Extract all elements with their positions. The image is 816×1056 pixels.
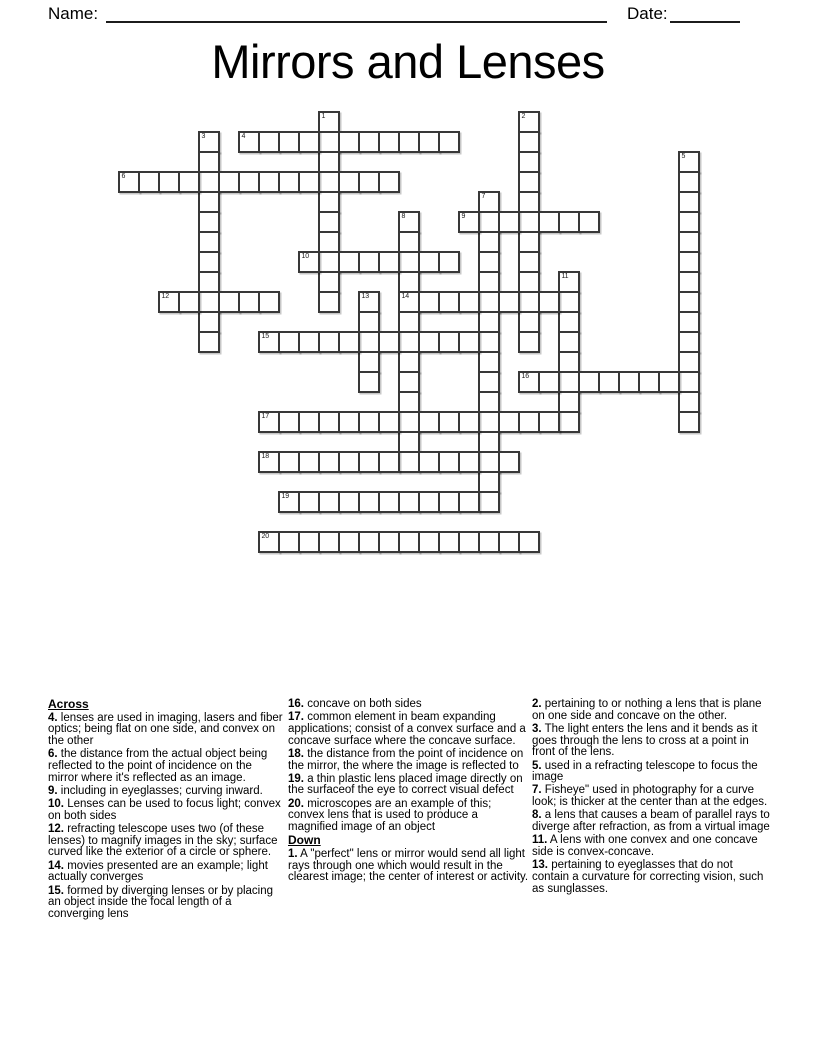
clue-item: 6. the distance from the actual object being reflected to the point of incidence on the mirror where it's reflected as an image. — [48, 748, 268, 784]
grid-cell[interactable] — [398, 251, 420, 273]
clue-number: 20. — [288, 797, 304, 810]
clue-item: 5. used in a refracting telescope to focus the image — [532, 759, 758, 784]
clue-number: 15. — [48, 884, 64, 897]
grid-cell[interactable] — [258, 411, 280, 433]
across-heading: Across — [48, 697, 89, 711]
clue-item: 3. The light enters the lens and it bends as it goes through the lens to cross at a point in front of the lens. — [532, 722, 758, 759]
grid-cell-number: 20 — [261, 533, 269, 540]
grid-cell[interactable] — [458, 411, 480, 433]
grid-cell[interactable] — [258, 531, 280, 553]
grid-cell[interactable] — [318, 171, 340, 193]
grid-cell[interactable] — [278, 331, 300, 353]
grid-cell[interactable] — [438, 531, 460, 553]
grid-cell-number: 9 — [461, 213, 466, 220]
grid-cell[interactable] — [358, 251, 380, 273]
date-label: Date: — [627, 4, 668, 23]
grid-cell[interactable] — [678, 231, 700, 253]
grid-cell[interactable] — [378, 491, 400, 513]
grid-cell[interactable] — [678, 211, 700, 233]
grid-cell[interactable] — [678, 331, 700, 353]
grid-cell[interactable] — [318, 491, 340, 513]
grid-cell[interactable] — [478, 191, 500, 213]
grid-cell-number: 1 — [321, 113, 326, 120]
grid-cell[interactable] — [358, 351, 380, 373]
grid-cell[interactable] — [418, 411, 440, 433]
grid-cell-number: 12 — [161, 293, 169, 300]
grid-cell[interactable] — [358, 131, 380, 153]
grid-cell[interactable] — [518, 271, 540, 293]
grid-cell[interactable] — [338, 411, 360, 433]
grid-cell[interactable] — [278, 171, 300, 193]
clue-number: 16. — [288, 698, 304, 710]
grid-cell[interactable] — [478, 291, 500, 313]
grid-cell[interactable] — [478, 251, 500, 273]
clue-number: 19. — [288, 772, 304, 785]
grid-cell[interactable] — [538, 211, 560, 233]
grid-cell[interactable] — [178, 171, 200, 193]
grid-cell[interactable] — [298, 171, 320, 193]
grid-cell[interactable] — [338, 171, 360, 193]
grid-cell-number: 3 — [201, 133, 206, 140]
grid-cell[interactable] — [398, 491, 420, 513]
grid-cell[interactable] — [558, 411, 580, 433]
grid-cell[interactable] — [318, 451, 340, 473]
grid-cell[interactable] — [418, 531, 440, 553]
grid-cell[interactable] — [318, 531, 340, 553]
grid-cell-number: 4 — [241, 133, 246, 140]
grid-cell-number: 18 — [261, 453, 269, 460]
grid-cell[interactable] — [478, 371, 500, 393]
grid-cell[interactable] — [518, 151, 540, 173]
grid-cell[interactable] — [378, 331, 400, 353]
clue-item: 11. A lens with one convex and one concave side is convex-concave. — [532, 834, 758, 858]
grid-cell[interactable] — [198, 311, 220, 333]
grid-cell[interactable] — [198, 291, 220, 313]
grid-cell[interactable] — [358, 531, 380, 553]
clue-number: 11. — [532, 834, 548, 847]
grid-cell[interactable] — [518, 111, 540, 133]
grid-cell[interactable] — [338, 451, 360, 473]
grid-cell[interactable] — [678, 311, 700, 333]
grid-cell[interactable] — [518, 171, 540, 193]
grid-cell[interactable] — [318, 151, 340, 173]
grid-cell[interactable] — [398, 291, 420, 313]
clue-number: 3. — [532, 722, 542, 735]
grid-cell[interactable] — [318, 111, 340, 133]
grid-cell[interactable] — [358, 331, 380, 353]
grid-cell[interactable] — [238, 171, 260, 193]
grid-cell[interactable] — [438, 291, 460, 313]
grid-cell-number: 6 — [121, 173, 126, 180]
clue-number: 18. — [288, 747, 304, 760]
grid-cell[interactable] — [378, 131, 400, 153]
grid-cell[interactable] — [398, 411, 420, 433]
grid-cell[interactable] — [498, 291, 520, 313]
grid-cell[interactable] — [398, 451, 420, 473]
clue-item: 16. concave on both sides — [288, 698, 422, 710]
grid-cell[interactable] — [398, 231, 420, 253]
grid-cell[interactable] — [458, 291, 480, 313]
clue-item: 17. common element in beam expanding applications; consist of a convex surface and a concave surface where the concave surface. — [288, 711, 526, 747]
grid-cell[interactable] — [298, 251, 320, 273]
clue-item: 10. Lenses can be used to focus light; convex on both sides — [48, 798, 281, 822]
grid-cell-number: 16 — [521, 373, 529, 380]
clue-number: 2. — [532, 698, 542, 710]
grid-cell[interactable] — [358, 451, 380, 473]
grid-cell[interactable] — [238, 131, 260, 153]
grid-cell[interactable] — [598, 371, 620, 393]
grid-cell[interactable] — [518, 311, 540, 333]
grid-cell[interactable] — [558, 391, 580, 413]
grid-cell[interactable] — [318, 131, 340, 153]
grid-cell-number: 17 — [261, 413, 269, 420]
grid-cell[interactable] — [518, 251, 540, 273]
grid-cell[interactable] — [478, 331, 500, 353]
grid-cell[interactable] — [678, 191, 700, 213]
grid-cell[interactable] — [318, 271, 340, 293]
grid-cell[interactable] — [258, 451, 280, 473]
grid-cell[interactable] — [678, 291, 700, 313]
clue-item: 14. movies presented are an example; light actually converges — [48, 859, 268, 884]
clue-column — [48, 699, 285, 922]
grid-cell-number: 7 — [481, 193, 486, 200]
grid-cell[interactable] — [418, 291, 440, 313]
grid-cell[interactable] — [518, 191, 540, 213]
grid-cell[interactable] — [518, 371, 540, 393]
clue-number: 14. — [48, 859, 64, 872]
grid-cell[interactable] — [398, 271, 420, 293]
grid-cell[interactable] — [458, 211, 480, 233]
clue-item: 8. a lens that causes a beam of parallel rays to diverge after refraction, as from a virtual image — [532, 809, 770, 834]
grid-cell[interactable] — [498, 211, 520, 233]
grid-cell[interactable] — [418, 131, 440, 153]
grid-cell[interactable] — [478, 471, 500, 493]
grid-cell[interactable] — [158, 291, 180, 313]
grid-cell[interactable] — [398, 371, 420, 393]
grid-cell[interactable] — [558, 311, 580, 333]
date-blank-line[interactable] — [670, 2, 740, 23]
grid-cell[interactable] — [338, 531, 360, 553]
grid-cell[interactable] — [558, 211, 580, 233]
grid-cell[interactable] — [438, 331, 460, 353]
grid-cell[interactable] — [358, 411, 380, 433]
grid-cell[interactable] — [518, 531, 540, 553]
grid-cell[interactable] — [318, 411, 340, 433]
grid-cell[interactable] — [298, 531, 320, 553]
grid-cell[interactable] — [458, 491, 480, 513]
grid-cell[interactable] — [198, 171, 220, 193]
clue-item: 20. microscopes are an example of this; convex lens that is used to produce a magnified image of an object — [288, 797, 492, 834]
grid-cell[interactable] — [318, 191, 340, 213]
clue-number: 12. — [48, 823, 64, 836]
grid-cell-number: 8 — [401, 213, 406, 220]
grid-cell[interactable] — [578, 371, 600, 393]
grid-cell[interactable] — [398, 331, 420, 353]
grid-cell[interactable] — [318, 251, 340, 273]
grid-cell[interactable] — [518, 411, 540, 433]
grid-cell[interactable] — [118, 171, 140, 193]
grid-cell[interactable] — [678, 351, 700, 373]
clue-item: 1. A "perfect" lens or mirror would send all light rays through one which would result in the clearest image; the center of interest or activity. — [288, 847, 529, 884]
grid-cell[interactable] — [678, 251, 700, 273]
grid-cell[interactable] — [358, 291, 380, 313]
grid-cell[interactable] — [418, 491, 440, 513]
grid-cell[interactable] — [478, 211, 500, 233]
grid-cell[interactable] — [538, 291, 560, 313]
clue-number: 10. — [48, 798, 64, 811]
grid-cell-number: 14 — [401, 293, 409, 300]
clue-number: 4. — [48, 711, 58, 724]
grid-cell[interactable] — [298, 491, 320, 513]
grid-cell[interactable] — [258, 291, 280, 313]
grid-cell-number: 13 — [361, 293, 369, 300]
grid-cell[interactable] — [658, 371, 680, 393]
grid-cell[interactable] — [478, 411, 500, 433]
grid-cell[interactable] — [438, 251, 460, 273]
grid-cell[interactable] — [378, 171, 400, 193]
grid-cell[interactable] — [458, 531, 480, 553]
grid-cell[interactable] — [378, 411, 400, 433]
clue-item: 15. formed by diverging lenses or by placing an object inside the focal length of a converging lens — [48, 884, 274, 920]
grid-cell[interactable] — [358, 491, 380, 513]
grid-cell[interactable] — [558, 371, 580, 393]
grid-cell[interactable] — [258, 131, 280, 153]
grid-cell[interactable] — [558, 291, 580, 313]
grid-cell[interactable] — [458, 451, 480, 473]
grid-cell[interactable] — [258, 171, 280, 193]
grid-cell[interactable] — [338, 251, 360, 273]
grid-cell[interactable] — [278, 411, 300, 433]
clue-number: 6. — [48, 748, 58, 761]
grid-cell[interactable] — [358, 171, 380, 193]
grid-cell[interactable] — [518, 291, 540, 313]
grid-cell[interactable] — [198, 271, 220, 293]
grid-cell[interactable] — [678, 371, 700, 393]
clue-number: 8. — [532, 809, 542, 822]
grid-cell[interactable] — [678, 151, 700, 173]
grid-cell[interactable] — [298, 331, 320, 353]
grid-cell[interactable] — [378, 531, 400, 553]
grid-cell[interactable] — [478, 451, 500, 473]
grid-cell[interactable] — [538, 371, 560, 393]
clue-column — [532, 699, 772, 897]
grid-cell[interactable] — [398, 351, 420, 373]
grid-cell[interactable] — [378, 251, 400, 273]
grid-cell-number: 2 — [521, 113, 526, 120]
grid-cell[interactable] — [398, 391, 420, 413]
grid-cell[interactable] — [138, 171, 160, 193]
clue-number: 17. — [288, 711, 304, 724]
grid-cell[interactable] — [198, 231, 220, 253]
grid-cell[interactable] — [498, 451, 520, 473]
grid-cell[interactable] — [558, 331, 580, 353]
grid-cell[interactable] — [278, 131, 300, 153]
grid-cell[interactable] — [278, 491, 300, 513]
grid-cell[interactable] — [478, 231, 500, 253]
grid-cell[interactable] — [158, 171, 180, 193]
grid-cell[interactable] — [618, 371, 640, 393]
grid-cell[interactable] — [318, 231, 340, 253]
grid-cell[interactable] — [398, 531, 420, 553]
grid-cell[interactable] — [418, 331, 440, 353]
grid-cell[interactable] — [678, 271, 700, 293]
grid-cell[interactable] — [438, 491, 460, 513]
grid-cell[interactable] — [638, 371, 660, 393]
grid-cell[interactable] — [398, 211, 420, 233]
grid-cell[interactable] — [478, 531, 500, 553]
grid-cell[interactable] — [398, 431, 420, 453]
clue-item: 4. lenses are used in imaging, lasers and fiber optics; being flat on one side, and convex on the other — [48, 711, 283, 748]
grid-cell[interactable] — [558, 351, 580, 373]
down-heading: Down — [288, 833, 321, 848]
grid-cell[interactable] — [398, 131, 420, 153]
clue-number: 7. — [532, 784, 542, 797]
grid-cell[interactable] — [678, 411, 700, 433]
grid-cell[interactable] — [478, 491, 500, 513]
grid-cell[interactable] — [558, 271, 580, 293]
grid-cell[interactable] — [218, 291, 240, 313]
grid-cell[interactable] — [478, 431, 500, 453]
grid-cell[interactable] — [518, 211, 540, 233]
grid-cell[interactable] — [278, 531, 300, 553]
grid-cell[interactable] — [418, 451, 440, 473]
grid-cell[interactable] — [178, 291, 200, 313]
grid-cell-number: 19 — [281, 493, 289, 500]
grid-cell[interactable] — [238, 291, 260, 313]
grid-cell[interactable] — [398, 311, 420, 333]
grid-cell[interactable] — [518, 131, 540, 153]
grid-cell[interactable] — [498, 411, 520, 433]
grid-cell[interactable] — [458, 331, 480, 353]
grid-cell[interactable] — [418, 251, 440, 273]
grid-cell[interactable] — [678, 171, 700, 193]
grid-cell-number: 5 — [681, 153, 686, 160]
grid-cell[interactable] — [378, 451, 400, 473]
grid-cell[interactable] — [678, 391, 700, 413]
grid-cell[interactable] — [338, 331, 360, 353]
grid-cell[interactable] — [438, 131, 460, 153]
grid-cell[interactable] — [198, 191, 220, 213]
grid-cell[interactable] — [318, 291, 340, 313]
grid-cell[interactable] — [318, 211, 340, 233]
name-label: Name: — [48, 4, 99, 23]
clue-item: 12. refracting telescope uses two (of these lenses) to magnify images in the sky; surface curved like the exterior of a circle or sphere. — [48, 823, 278, 859]
clue-item: 18. the distance from the point of incidence on the mirror, the where the image is reflected to — [288, 747, 524, 772]
grid-cell[interactable] — [478, 391, 500, 413]
grid-cell[interactable] — [358, 311, 380, 333]
grid-cell[interactable] — [478, 311, 500, 333]
clue-number: 5. — [532, 759, 542, 772]
grid-cell[interactable] — [498, 531, 520, 553]
grid-cell[interactable] — [298, 411, 320, 433]
grid-cell[interactable] — [198, 151, 220, 173]
grid-cell[interactable] — [538, 411, 560, 433]
grid-cell[interactable] — [198, 331, 220, 353]
grid-cell[interactable] — [438, 451, 460, 473]
clue-item: 2. pertaining to or nothing a lens that is plane on one side and concave on the other. — [532, 698, 762, 722]
clue-item: 19. a thin plastic lens placed image directly on the surfaceof the eye to correct visual defect — [288, 772, 523, 797]
grid-cell[interactable] — [478, 271, 500, 293]
grid-cell[interactable] — [338, 131, 360, 153]
grid-cell[interactable] — [298, 451, 320, 473]
grid-cell[interactable] — [198, 251, 220, 273]
clue-number: 9. — [48, 784, 58, 797]
grid-cell[interactable] — [338, 491, 360, 513]
clue-item: 7. Fisheye" used in photography for a curve look; is thicker at the center than at the edges. — [532, 784, 768, 809]
grid-cell[interactable] — [198, 211, 220, 233]
clue-column — [288, 699, 529, 886]
grid-cell[interactable] — [578, 211, 600, 233]
grid-cell-number: 11 — [561, 273, 569, 280]
clue-number: 13. — [532, 859, 548, 872]
grid-cell[interactable] — [258, 331, 280, 353]
grid-cell[interactable] — [358, 371, 380, 393]
grid-cell[interactable] — [278, 451, 300, 473]
grid-cell[interactable] — [518, 331, 540, 353]
clue-number: 1. — [288, 847, 298, 860]
grid-cell[interactable] — [518, 231, 540, 253]
grid-cell[interactable] — [478, 351, 500, 373]
puzzle-title: Mirrors and Lenses — [211, 35, 605, 88]
clue-item: 9. including in eyeglasses; curving inward. — [48, 784, 263, 797]
grid-cell[interactable] — [218, 171, 240, 193]
grid-cell[interactable] — [198, 131, 220, 153]
clue-item: 13. pertaining to eyeglasses that do not contain a curvature for correcting vision, such as sunglasses. — [532, 859, 764, 895]
grid-cell[interactable] — [438, 411, 460, 433]
grid-cell-number: 10 — [301, 253, 309, 260]
name-blank-line[interactable] — [106, 2, 607, 23]
grid-cell[interactable] — [318, 331, 340, 353]
grid-cell[interactable] — [298, 131, 320, 153]
grid-cell-number: 15 — [261, 333, 269, 340]
